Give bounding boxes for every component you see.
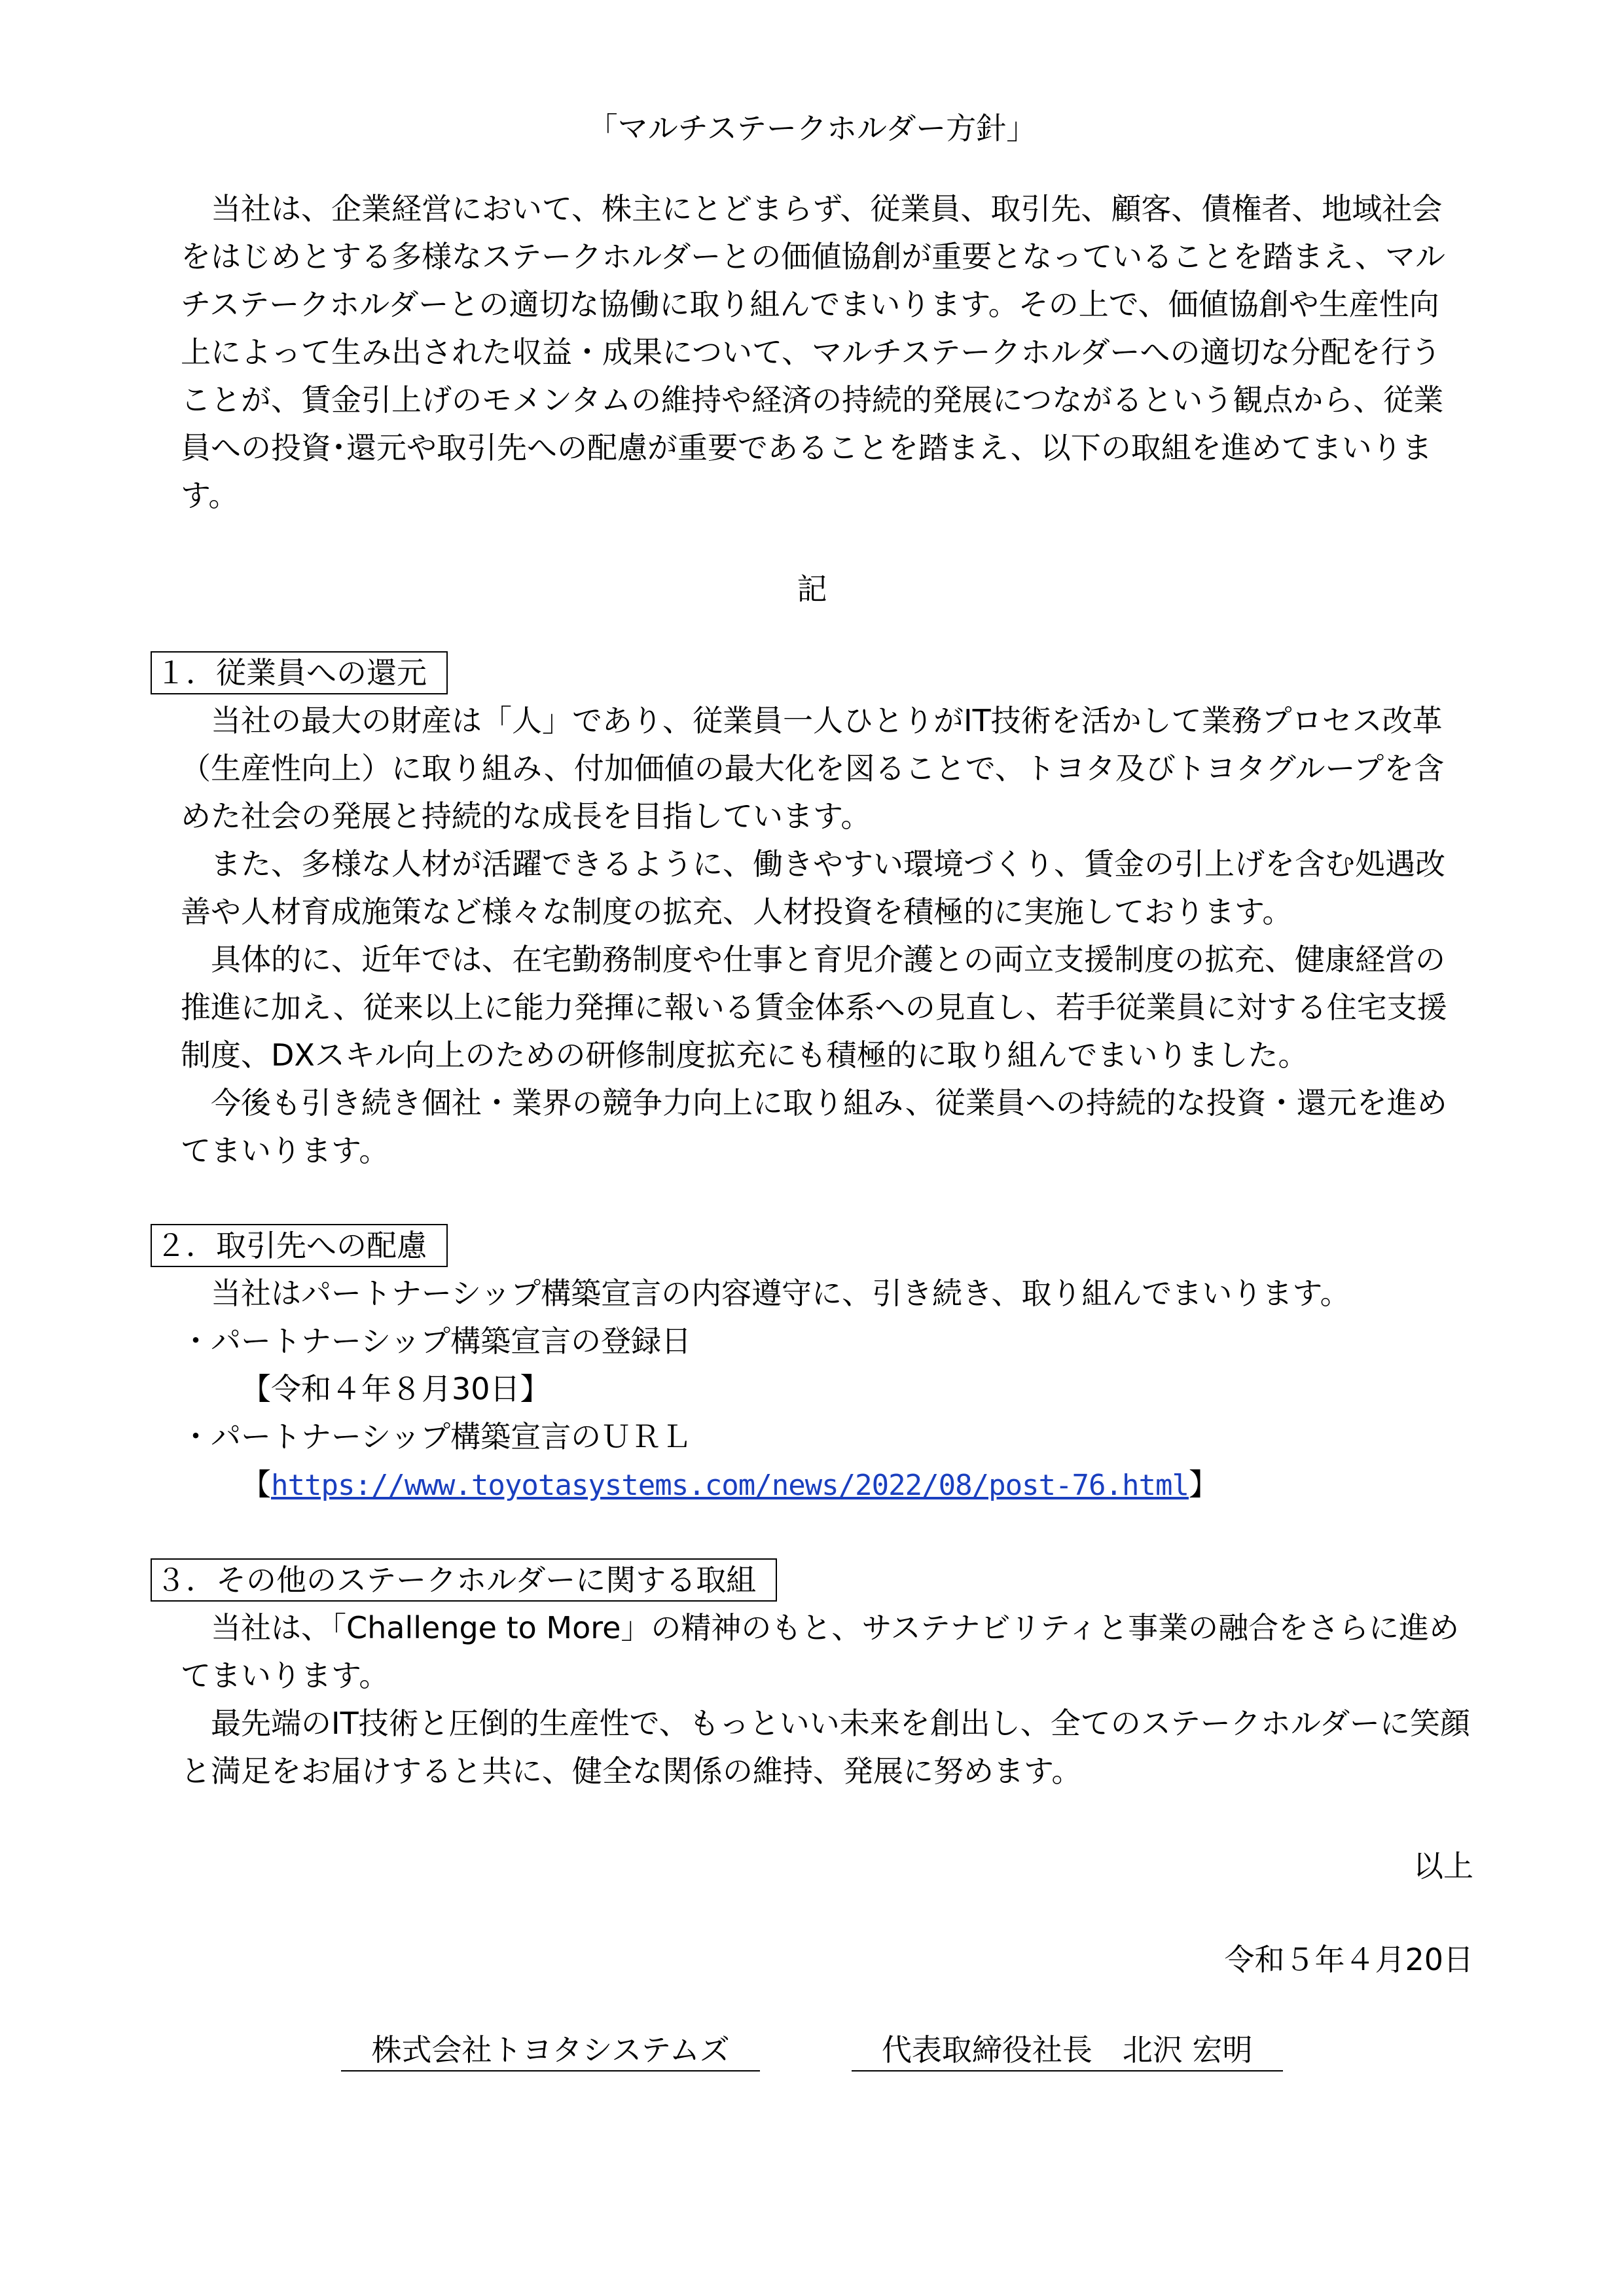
partners-paragraph-1: 当社はパートナーシップ構築宣言の内容遵守に、引き続き、取り組んでまいります。	[211, 1276, 1350, 1311]
document-date: 令和５年４月20日	[1224, 1942, 1473, 1977]
section-employees	[151, 649, 1473, 1175]
employees-paragraph-3: 具体的に、近年では、在宅勤務制度や仕事と育児介護との両立支援制度の拡充、健康経営の推進に加え、従来以上に能力発揮に報いる賃金体系への見直し、若手従業員に対する住宅支援制度、DXスキル向上のための研修制度拡充にも積極的に取り組んでまいりました。	[181, 942, 1447, 1073]
section-partners	[151, 1222, 1473, 1509]
closing-mark: 以上	[1413, 1848, 1473, 1884]
other-paragraph-1: 当社は、「Challenge to More」の精神のもと、サステナビリティと事業の融合をさらに進めてまいります。	[181, 1610, 1460, 1693]
signature-block	[151, 2030, 1473, 2072]
other-paragraph-2: 最先端のIT技術と圧倒的生産性で、もっといい未来を創出し、全てのステークホルダーに笑顔と満足をお届けすると共に、健全な関係の維持、発展に努めます。	[181, 1706, 1470, 1789]
company-name: 株式会社トヨタシステムズ	[341, 2030, 759, 2072]
registration-date-value: 【令和４年８月30日】	[241, 1371, 550, 1407]
section-other-stakeholders	[151, 1556, 1473, 1795]
section-other-heading: ３．その他のステークホルダーに関する取組	[151, 1558, 777, 1602]
representative-name: 代表取締役社長 北沢 宏明	[852, 2030, 1283, 2072]
registration-date-label: ・パートナーシップ構築宣言の登録日	[181, 1323, 692, 1359]
section-partners-body	[151, 1270, 1473, 1318]
employees-paragraph-1: 当社の最大の財産は「人」であり、従業員一人ひとりがIT技術を活かして業務プロセス改革（生産性向上）に取り組み、付加価値の最大化を図ることで、トヨタ及びトヨタグループを含めた社会の発展と持続的な成長を目指しています。	[181, 703, 1445, 834]
section-employees-body	[151, 697, 1473, 1175]
url-bracket-close: 】	[1188, 1467, 1219, 1502]
declaration-url-label: ・パートナーシップ構築宣言のＵＲＬ	[181, 1419, 692, 1454]
declaration-url-link[interactable]: https://www.toyotasystems.com/news/2022/08/post-76.html	[271, 1469, 1189, 1502]
declaration-url-line	[151, 1461, 1473, 1509]
section-other-body	[151, 1604, 1473, 1795]
section-partners-heading: ２．取引先への配慮	[151, 1224, 448, 1267]
employees-paragraph-2: また、多様な人材が活躍できるように、働きやすい環境づくり、賃金の引上げを含む処遇改善や人材育成施策など様々な制度の拡充、人材投資を積極的に実施しております。	[181, 846, 1445, 929]
url-bracket-open: 【	[241, 1467, 271, 1502]
intro-paragraph: 当社は、企業経営において、株主にとどまらず、従業員、取引先、顧客、債権者、地域社会をはじめとする多様なステークホルダーとの価値協創が重要となっていることを踏まえ、マルチステークホルダーとの適切な協働に取り組んでまいります。その上で、価値協創や生産性向上によって生み出された収益・成果について、マルチステークホルダーへの適切な分配を行うことが、賃金引上げのモメンタムの維持や経済の持続的発展につながるという観点から、従業員への投資･還元や取引先への配慮が重要であることを踏まえ、以下の取組を進めてまいります。	[181, 191, 1445, 513]
employees-paragraph-4: 今後も引き続き個社・業界の競争力向上に取り組み、従業員への持続的な投資・還元を進めてまいります。	[181, 1085, 1447, 1168]
ki-marker: 記	[797, 571, 827, 607]
document-title: 「マルチステークホルダー方針」	[587, 111, 1037, 146]
section-employees-heading: １．従業員への還元	[151, 651, 448, 694]
